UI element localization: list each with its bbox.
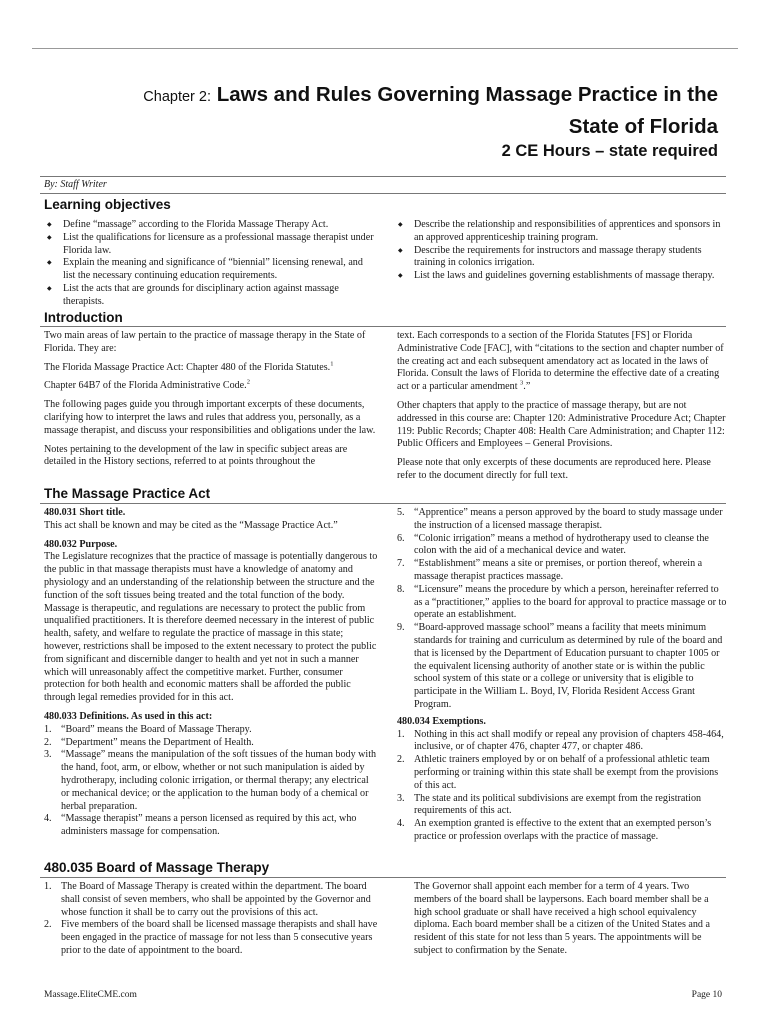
list-item: ◆ Describe the relationship and responsibilities of apprentices and sponsors in an approved apprenticeship training program. xyxy=(397,219,725,245)
list-item: 1. “Board” means the Board of Massage Therapy. xyxy=(44,723,252,735)
list-item: 4. “Massage therapist” means a person licensed as required by this act, who administers massage for compensation. xyxy=(44,813,357,838)
section-title: 480.034 Exemptions. xyxy=(397,715,486,727)
section-title: 480.032 Purpose. xyxy=(44,538,118,550)
board-rule xyxy=(40,877,726,878)
chapter-label: Chapter 2: xyxy=(143,89,212,105)
introduction-heading: Introduction xyxy=(44,310,123,325)
page-title xyxy=(40,80,718,141)
list-item: 3. “Massage” means the manipulation of the soft tissues of the human body with the hand, foot, arm, or elbow, whether or not such manipulation is aided by hydrotherapy, including colonic irrigation, or thermal therapy; any electrical or mechanical device; or the application to the human body of a chemical or herbal preparation. xyxy=(44,749,377,812)
list-item: ◆ List the qualifications for licensure as a professional massage therapist under Florida law. xyxy=(46,232,376,258)
list-item: 5. “Apprentice” means a person approved by the board to study massage under the instruction of a licensed massage therapist. xyxy=(397,507,723,531)
list-item: 8. “Licensure” means the procedure by which a person, hereinafter referred to as a “practitioner,” applies to the board for approval to practice massage or to operate an establishment. xyxy=(397,583,727,621)
intro-right-column xyxy=(397,330,727,489)
intro-paragraph: Please note that only excerpts of these documents are reproduced here. Please refer to the document directly for full text. xyxy=(397,457,711,481)
list-item: 2. Athletic trainers employed by or on behalf of a professional athletic team performing or training within this state shall be exempt from the provisions of this act. xyxy=(397,754,719,791)
list-item: 4. An exemption granted is effective to the extent that an exempted person’s practice or profession overlaps with the practice of massage. xyxy=(397,818,712,842)
header-rule xyxy=(40,176,726,177)
intro-paragraph: Two main areas of law pertain to the practice of massage therapy in the State of Florida. They are: xyxy=(44,330,366,354)
intro-paragraph: text. Each corresponds to a section of the Florida Statutes [FS] or Florida Administrative Code [FAC], with “citations to the section and chapter number of the creating act and each subsequent amendatory act as located in the laws of Florida. Consult the laws of Florida to determine the effective date of a creating act or a particular amendment $^3$.” xyxy=(397,330,724,393)
intro-left-column xyxy=(44,330,378,475)
list-item: ◆ Describe the requirements for instructors and massage therapy students training in colonics irrigation. xyxy=(397,245,725,271)
act-right-column xyxy=(397,507,727,844)
intro-paragraph: The following pages guide you through important excerpts of these documents, clarifying how to interpret the laws and rules that address you, personally, as a massage therapist, and discuss your responsibilities and obligations under the law. xyxy=(44,399,376,436)
intro-paragraph: Chapter 64B7 of the Florida Administrative Code.$^2$ xyxy=(44,379,250,392)
list-item: ◆ Explain the meaning and significance of “biennial” licensing renewal, and list the necessary continuing education requirements. xyxy=(46,257,376,283)
ce-hours: 2 CE Hours – state required xyxy=(501,142,718,160)
list-item: 1. Nothing in this act shall modify or repeal any provision of chapters 458-464, inclusive, or of chapter 476, chapter 477, or chapter 486. xyxy=(397,728,724,753)
byline-rule xyxy=(40,193,726,194)
list-item: 1. The Board of Massage Therapy is created within the department. The board shall consist of seven members, who shall be appointed by the Governor and whose function it shall be to carry out the provisions of this act. xyxy=(44,881,371,918)
act-left-column xyxy=(44,507,378,839)
list-item: 7. “Establishment” means a site or premises, or portion thereof, wherein a massage therapist practices massage. xyxy=(397,558,703,582)
objectives-list-left xyxy=(46,219,376,309)
list-item: 2. “Department” means the Department of Health. xyxy=(44,736,254,748)
learning-objectives-heading: Learning objectives xyxy=(44,197,171,212)
footer-site: Massage.EliteCME.com xyxy=(44,990,137,1000)
objectives-list-right xyxy=(397,219,725,283)
massage-practice-act-heading: The Massage Practice Act xyxy=(44,486,211,501)
section-title: 480.031 Short title. xyxy=(44,507,126,518)
intro-paragraph: Other chapters that apply to the practice of massage therapy, but are not addressed in this course are: Chapter 120: Administrative Procedure Act; Chapter 119: Public Records; Chapter 408: Health Care Administration; and Chapter 112: Public Officers and Employees – General Provisions. xyxy=(397,399,726,450)
section-text: This act shall be known and may be cited as the “Massage Practice Act.” xyxy=(44,519,338,531)
list-item: 2. Five members of the board shall be licensed massage therapists and shall have been engaged in the practice of massage for not less than 5 consecutive years prior to the date of appointment to the board. xyxy=(44,919,378,956)
intro-rule xyxy=(40,326,726,327)
section-title: 480.033 Definitions. As used in this act: xyxy=(44,710,213,722)
byline: By: Staff Writer xyxy=(44,179,107,190)
section-text: The Legislature recognizes that the practice of massage is potentially dangerous to the public in that massage therapists must have a knowledge of anatomy and physiology and an understanding of the relationship between the structure and the function of the soft tissues being treated and the total function of the body. Massage is therapeutic, and regulations are necessary to protect the public from unqualified practitioners. It is therefore deemed necessary in the interest of public health, safety, and welfare to regulate the practice of massage in this state; however, restrictions shall be imposed to the extent necessary to protect the public from significant and discernible danger to health and yet not in such a manner which will unreasonably affect the competitive market. Further, consumer protection for both health and economic matters shall be afforded the public through legal remedies provided for in this act. xyxy=(44,551,378,704)
exemptions-list xyxy=(397,729,727,844)
intro-paragraph: The Florida Massage Practice Act: Chapter 480 of the Florida Statutes.$^1$ xyxy=(44,360,334,373)
title-line-1: Laws and Rules Governing Massage Practice in the xyxy=(216,83,718,106)
page-number: Page 10 xyxy=(691,990,722,1000)
definitions-list xyxy=(44,724,378,839)
board-right-text: The Governor shall appoint each member for a term of 4 years. Two members of the board shall be laypersons. Each board member shall be a high school graduate or shall have received a high school equivalency diploma. Each board member shall be a citizen of the United States and a resident of this state for not less than 5 years. The appointments will be subject to confirmation by the Senate. xyxy=(414,881,710,956)
board-heading: 480.035 Board of Massage Therapy xyxy=(44,860,270,875)
act-rule xyxy=(40,503,726,504)
list-item: 3. The state and its political subdivisions are exempt from the registration requirements of this act. xyxy=(397,792,702,817)
list-item: ◆ List the laws and guidelines governing establishments of massage therapy. xyxy=(397,270,725,283)
intro-paragraph: Notes pertaining to the development of the law in specific subject areas are detailed in the History sections, referred to at points throughout the xyxy=(44,443,348,468)
title-line-2: State of Florida xyxy=(568,115,718,138)
list-item: ◆ List the acts that are grounds for disciplinary action against massage therapists. xyxy=(46,283,376,309)
top-rule xyxy=(32,48,738,49)
list-item: 6. “Colonic irrigation” means a method of hydrotherapy used to cleanse the colon with the aid of a mechanical device and water. xyxy=(397,532,709,557)
definitions-list-continued xyxy=(397,507,727,712)
list-item: ◆ Define “massage” according to the Florida Massage Therapy Act. xyxy=(46,219,376,232)
list-item: 9. “Board-approved massage school” means a facility that meets minimum standards for training and curriculum as determined by rule of the board and that is licensed by the Department of Education pursuant to chapter 1005 or the equivalent licensing authority of another state or is within the public school system of this state or a college or university that is eligible to participate in the William L. Boyd, IV, Florida Resident Access Grant Program. xyxy=(397,622,723,710)
board-list xyxy=(44,881,378,958)
